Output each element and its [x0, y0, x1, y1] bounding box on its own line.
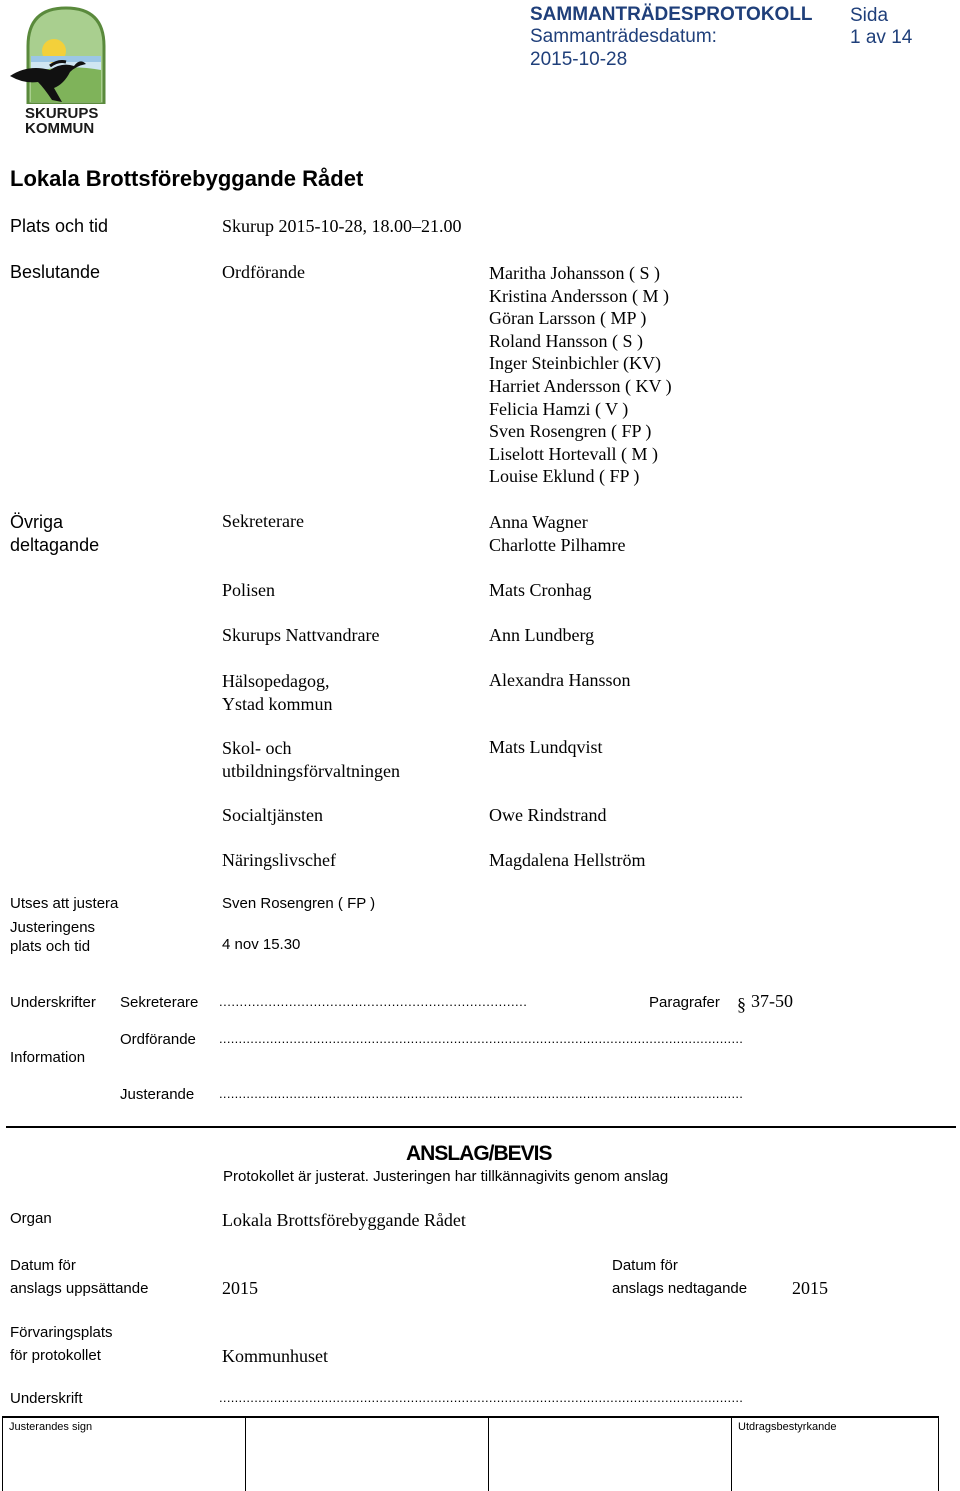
nedtagande-value: 2015: [792, 1278, 828, 1298]
justering-plats-value: 4 nov 15.30: [222, 936, 301, 953]
skurup-logo-emblem: [8, 4, 112, 104]
meeting-date-label: Sammanträdesdatum:: [530, 26, 717, 47]
information-label: Information: [10, 1049, 86, 1066]
ordforande-sign-label: Ordförande: [120, 1031, 196, 1048]
anslag-subtext: Protokollet är justerat. Justeringen har tillkännagivits genom anslag: [223, 1168, 669, 1185]
anslag-heading: ANSLAG/BEVIS: [406, 1142, 552, 1165]
list-item: Louise Eklund ( FP ): [489, 466, 640, 487]
halso-name: Alexandra Hansson: [489, 670, 631, 690]
naring-role: Näringslivschef: [222, 850, 336, 870]
underskrift-line[interactable]: ......................................................................................................................................: [219, 1390, 744, 1405]
polisen-role: Polisen: [222, 580, 276, 600]
footer-divider: [2, 1416, 3, 1491]
beslutande-members: [489, 262, 672, 488]
polisen-name: Mats Cronhag: [489, 580, 592, 600]
section-divider: [6, 1126, 956, 1128]
list-item: Felicia Hamzi ( V ): [489, 398, 629, 419]
sekreterare-sign-label: Sekreterare: [120, 994, 199, 1011]
doc-type: SAMMANTRÄDESPROTOKOLL: [530, 4, 813, 25]
sekreterare-sign-line[interactable]: ...........................................................................: [219, 994, 528, 1009]
page-number: 1 av 14: [850, 27, 913, 48]
forvaring-label: Förvaringsplats för protokollet: [10, 1324, 113, 1364]
page-title: Lokala Brottsförebyggande Rådet: [10, 166, 364, 191]
list-item: Inger Steinbichler (KV): [489, 353, 661, 374]
naring-name: Magdalena Hellström: [489, 850, 646, 870]
social-name: Owe Rindstrand: [489, 805, 607, 825]
page-label: Sida: [850, 5, 889, 26]
utses-label: Utses att justera: [10, 895, 119, 912]
ordforande-sign-line[interactable]: ......................................................................................................................................: [219, 1031, 744, 1046]
footer-divider: [938, 1416, 939, 1491]
paragrafer-value: 37-50: [751, 991, 793, 1011]
utdragsbestyrkande-label: Utdragsbestyrkande: [738, 1421, 837, 1433]
organ-value: Lokala Brottsförebyggande Rådet: [222, 1210, 466, 1230]
organ-label: Organ: [10, 1210, 52, 1227]
list-item: Maritha Johansson ( S ): [489, 263, 660, 283]
meeting-date-value: 2015-10-28: [530, 49, 628, 70]
footer-top-border: [2, 1416, 939, 1418]
social-role: Socialtjänsten: [222, 805, 323, 825]
list-item: Liselott Hortevall ( M ): [489, 443, 658, 464]
nedtagande-label: Datum för anslags nedtagande: [612, 1257, 748, 1297]
list-item: Göran Larsson ( MP ): [489, 308, 647, 329]
uppsattande-label: Datum för anslags uppsättande: [10, 1257, 149, 1297]
logo: [8, 4, 112, 136]
sekreterare-role: Sekreterare: [222, 511, 304, 531]
skol-role: Skol- och utbildningsförvaltningen: [222, 738, 400, 781]
utses-value: Sven Rosengren ( FP ): [222, 895, 376, 912]
justerandes-sign-label: Justerandes sign: [9, 1421, 93, 1433]
list-item: Harriet Andersson ( KV ): [489, 375, 672, 396]
underskrift-label: Underskrift: [10, 1390, 83, 1407]
place-time-value: Skurup 2015-10-28, 18.00–21.00: [222, 216, 462, 236]
footer-divider: [488, 1416, 489, 1491]
justerande-sign-label: Justerande: [120, 1086, 195, 1103]
paragrafer-label: Paragrafer: [649, 994, 720, 1011]
logo-text-skurups: SKURUPS: [25, 105, 99, 122]
skol-name: Mats Lundqvist: [489, 737, 603, 757]
forvaring-value: Kommunhuset: [222, 1346, 328, 1366]
list-item: Kristina Andersson ( M ): [489, 285, 669, 306]
sekreterare-names: Anna Wagner Charlotte Pilhamre: [489, 512, 626, 555]
justerande-sign-line[interactable]: ......................................................................................................................................: [219, 1086, 744, 1101]
logo-text-kommun: KOMMUN: [25, 120, 95, 137]
beslutande-label: Beslutande: [10, 262, 101, 282]
nattvandrare-name: Ann Lundberg: [489, 625, 595, 645]
list-item: Sven Rosengren ( FP ): [489, 421, 652, 442]
beslutande-role: Ordförande: [222, 262, 305, 282]
footer-divider: [731, 1416, 732, 1491]
footer-divider: [245, 1416, 246, 1491]
list-item: Roland Hansson ( S ): [489, 330, 643, 351]
underskrifter-label: Underskrifter: [10, 994, 96, 1011]
uppsattande-value: 2015: [222, 1278, 258, 1298]
justering-plats-label: Justeringens plats och tid: [10, 919, 96, 955]
paragrafer-symbol: §: [737, 994, 746, 1014]
halso-role: Hälsopedagog, Ystad kommun: [222, 671, 333, 714]
ovriga-label: Övriga deltagande: [10, 512, 100, 555]
nattvandrare-role: Skurups Nattvandrare: [222, 625, 380, 645]
place-time-label: Plats och tid: [10, 216, 109, 236]
